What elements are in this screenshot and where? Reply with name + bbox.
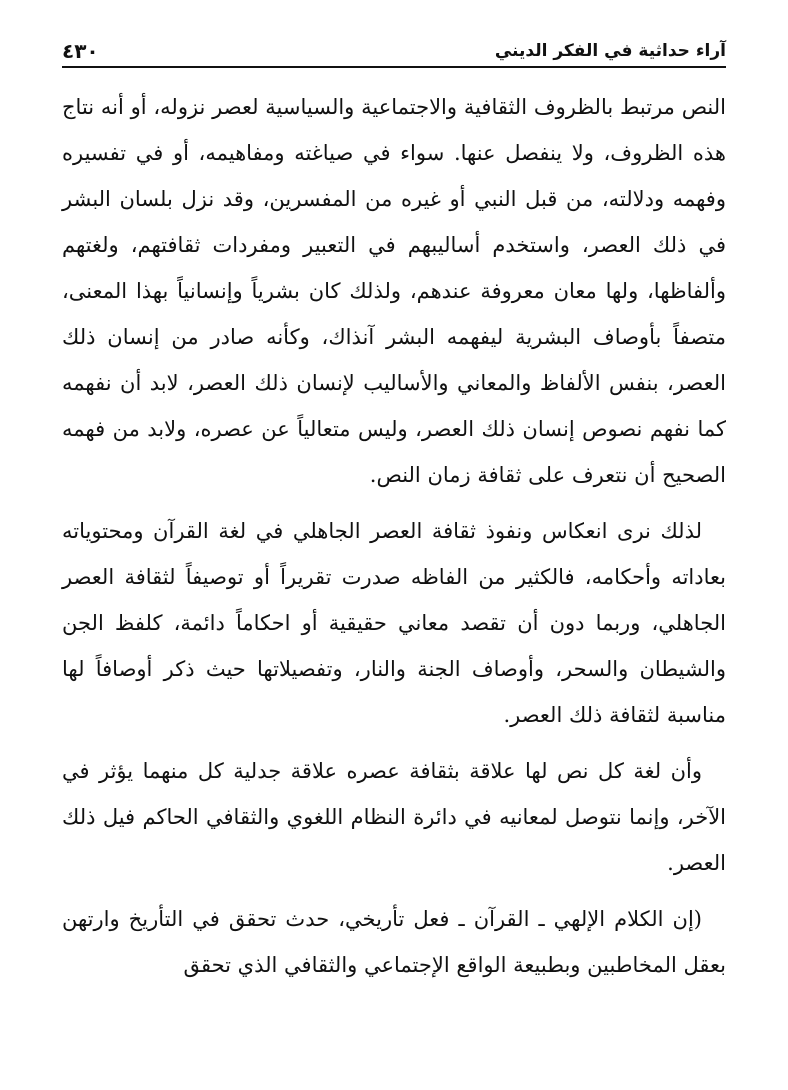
page-header <box>62 30 726 68</box>
paragraph-2: لذلك نرى انعكاس ونفوذ ثقافة العصر الجاهلي في لغة القرآن ومحتوياته بعاداته وأحكامه، فالكثير من الفاظه صدرت تقريراً أو توصيفاً لثقافة العصر الجاهلي، وربما دون أن تقصد معاني حقيقية أو احكاماً دائمة، كلفظ الجن والشيطان والسحر، وأوصاف الجنة والنار، وتفصيلاتها حيث ذكر أوصافاً لها مناسبة لثقافة ذلك العصر. <box>62 519 726 727</box>
paragraph-3: وأن لغة كل نص لها علاقة بثقافة عصره علاقة جدلية كل منهما يؤثر في الآخر، وإنما نتوصل لمعانيه في دائرة النظام اللغوي والثقافي الحاكم فيل ذلك العصر. <box>62 759 726 875</box>
paragraph-4: (إن الكلام الإلهي ـ القرآن ـ فعل تأريخي، حدث تحقق في التأريخ وارتهن بعقل المخاطبين وبطبيعة الواقع الإجتماعي والثقافي الذي تحقق <box>62 907 726 977</box>
running-title: آراء حداثية في الفكر الديني <box>494 41 726 61</box>
paragraph-1: النص مرتبط بالظروف الثقافية والاجتماعية والسياسية لعصر نزوله، أو أنه نتاج هذه الظروف، ولا ينفصل عنها. سواء في صياغته ومفاهيمه، أو في تفسيره وفهمه ودلالته، من قبل النبي أو غيره من المفسرين، وقد نزل بلسان البشر في ذلك العصر، واستخدم أساليبهم في التعبير ومفردات ثقافتهم، ولغتهم وألفاظها، ولها معان معروفة عندهم، ولذلك كان بشرياً وإنسانياً بهذا المعنى، متصفاً بأوصاف البشرية ليفهمه البشر آنذاك، وكأنه صادر من إنسان ذلك العصر، بنفس الألفاظ والمعاني والأساليب لإنسان ذلك العصر، لابد أن نفهمه كما نفهم نصوص إنسان ذلك العصر، وليس متعالياً عن عصره، ولابد من فهمه الصحيح أن نتعرف على ثقافة زمان النص. <box>62 95 726 487</box>
page-number: ٤٣٠ <box>62 39 99 63</box>
body-text <box>62 84 726 998</box>
